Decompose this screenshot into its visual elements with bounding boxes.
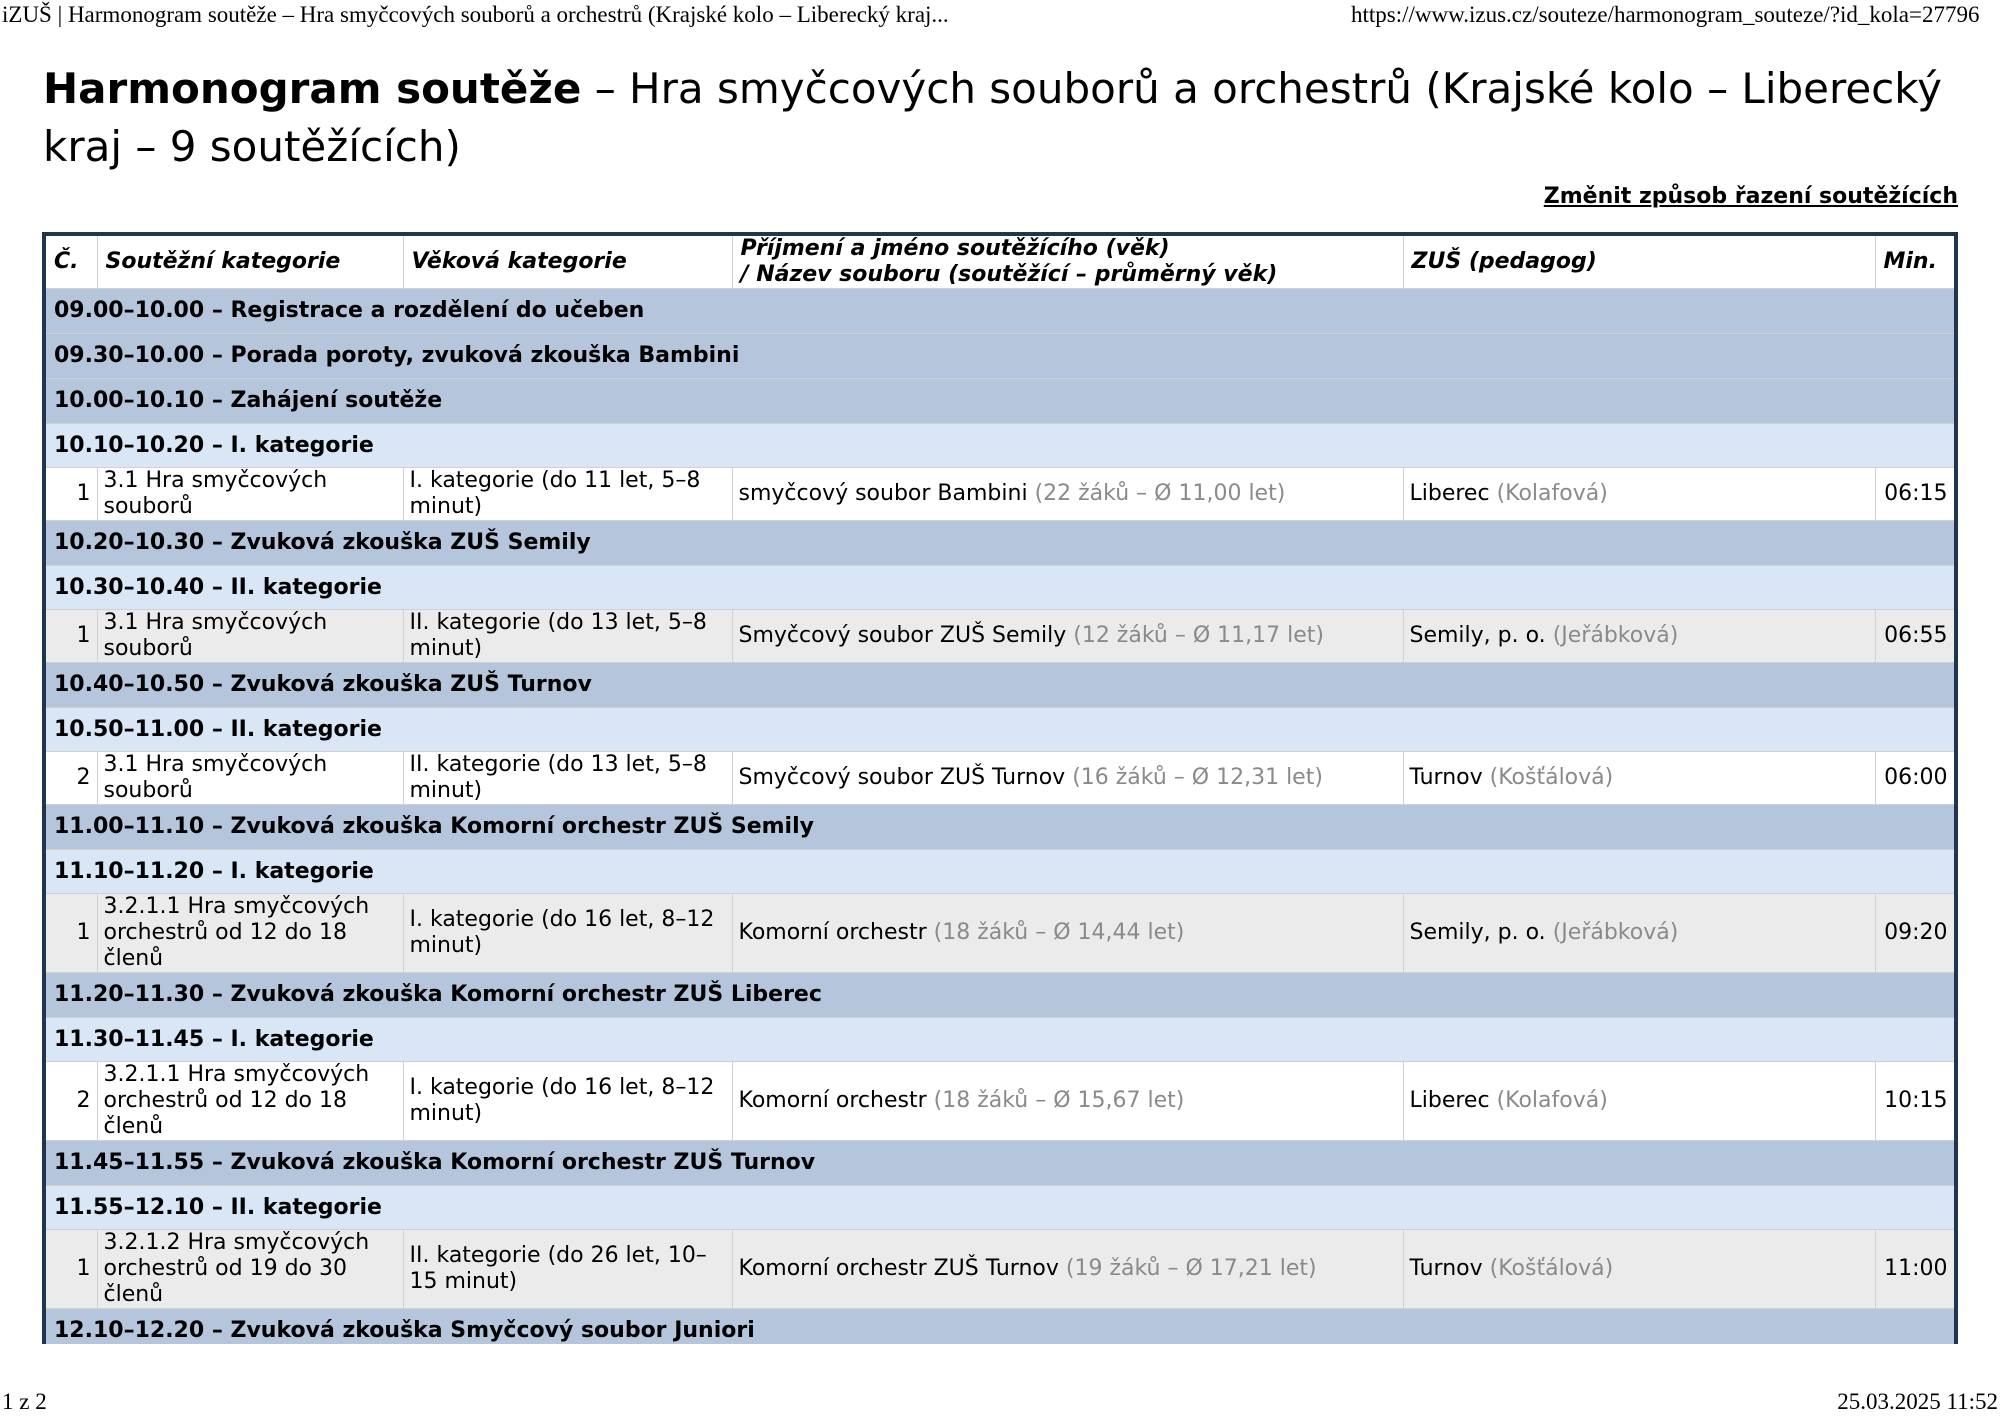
school-name: Turnov bbox=[1409, 765, 1483, 790]
ensemble-name: Smyčcový soubor ZUŠ Semily bbox=[738, 623, 1067, 648]
col-header-school: ZUŠ (pedagog) bbox=[1403, 236, 1875, 289]
block-label: 11.55–12.10 – II. kategorie bbox=[46, 1186, 1954, 1230]
cell-min: 06:15 bbox=[1875, 468, 1954, 521]
block-label: 11.45–11.55 – Zvuková zkouška Komorní orchestr ZUŠ Turnov bbox=[46, 1141, 1954, 1186]
cell-name bbox=[732, 1230, 1403, 1309]
cell-min: 06:00 bbox=[1875, 752, 1954, 805]
ensemble-detail: (12 žáků – Ø 11,17 let) bbox=[1073, 623, 1324, 648]
schedule-block-row bbox=[46, 708, 1954, 752]
block-label: 11.10–11.20 – I. kategorie bbox=[46, 850, 1954, 894]
schedule-block-row bbox=[46, 334, 1954, 379]
col-header-age: Věková kategorie bbox=[403, 236, 732, 289]
cell-school bbox=[1403, 610, 1875, 663]
cell-category: 3.2.1.1 Hra smyčcových orchestrů od 12 do 18 členů bbox=[97, 894, 403, 973]
print-header-title: iZUŠ | Harmonogram soutěže – Hra smyčcových souborů a orchestrů (Krajské kolo – Liberecký kraj... bbox=[2, 2, 949, 27]
schedule-table-wrapper bbox=[42, 232, 1958, 1344]
schedule-block-row bbox=[46, 663, 1954, 708]
table-row bbox=[46, 1062, 1954, 1141]
school-name: Liberec bbox=[1409, 481, 1490, 506]
cell-school bbox=[1403, 894, 1875, 973]
table-row bbox=[46, 1230, 1954, 1309]
schedule-block-row bbox=[46, 1186, 1954, 1230]
cell-num: 1 bbox=[46, 468, 97, 521]
block-label: 10.50–11.00 – II. kategorie bbox=[46, 708, 1954, 752]
cell-age: I. kategorie (do 16 let, 8–12 minut) bbox=[403, 894, 732, 973]
schedule-block-row bbox=[46, 289, 1954, 334]
cell-category: 3.2.1.2 Hra smyčcových orchestrů od 19 do 30 členů bbox=[97, 1230, 403, 1309]
school-name: Turnov bbox=[1409, 1256, 1483, 1281]
block-label: 11.30–11.45 – I. kategorie bbox=[46, 1018, 1954, 1062]
col-header-name bbox=[732, 236, 1403, 289]
schedule-block-row bbox=[46, 973, 1954, 1018]
cell-min: 06:55 bbox=[1875, 610, 1954, 663]
cell-category: 3.1 Hra smyčcových souborů bbox=[97, 610, 403, 663]
block-label: 10.30–10.40 – II. kategorie bbox=[46, 566, 1954, 610]
teacher-name: (Kolafová) bbox=[1496, 481, 1608, 506]
cell-name bbox=[732, 752, 1403, 805]
cell-min: 11:00 bbox=[1875, 1230, 1954, 1309]
cell-min: 09:20 bbox=[1875, 894, 1954, 973]
cell-school bbox=[1403, 752, 1875, 805]
cell-age: II. kategorie (do 26 let, 10–15 minut) bbox=[403, 1230, 732, 1309]
teacher-name: (Jeřábková) bbox=[1552, 920, 1679, 945]
schedule-block-row bbox=[46, 566, 1954, 610]
block-label: 10.20–10.30 – Zvuková zkouška ZUŠ Semily bbox=[46, 521, 1954, 566]
schedule-block-row bbox=[46, 1141, 1954, 1186]
cell-name bbox=[732, 894, 1403, 973]
block-label: 11.20–11.30 – Zvuková zkouška Komorní orchestr ZUŠ Liberec bbox=[46, 973, 1954, 1018]
block-label: 09.30–10.00 – Porada poroty, zvuková zkouška Bambini bbox=[46, 334, 1954, 379]
cell-num: 1 bbox=[46, 610, 97, 663]
print-header-url: https://www.izus.cz/souteze/harmonogram_souteze/?id_kola=27796 bbox=[1351, 2, 1980, 27]
cell-age: II. kategorie (do 13 let, 5–8 minut) bbox=[403, 610, 732, 663]
print-header bbox=[0, 0, 2000, 34]
school-name: Semily, p. o. bbox=[1409, 623, 1546, 648]
change-sort-link[interactable]: Změnit způsob řazení soutěžících bbox=[1543, 184, 1958, 209]
cell-num: 1 bbox=[46, 894, 97, 973]
ensemble-detail: (18 žáků – Ø 14,44 let) bbox=[933, 920, 1185, 945]
col-header-name-line1: Příjmení a jméno soutěžícího (věk) bbox=[740, 236, 1170, 261]
schedule-block-row bbox=[46, 521, 1954, 566]
page-title bbox=[43, 60, 1973, 176]
print-footer bbox=[0, 1388, 2000, 1416]
schedule-block-row bbox=[46, 850, 1954, 894]
col-header-category: Soutěžní kategorie bbox=[97, 236, 403, 289]
cell-school bbox=[1403, 468, 1875, 521]
teacher-name: (Kolafová) bbox=[1496, 1088, 1608, 1113]
cell-category: 3.2.1.1 Hra smyčcových orchestrů od 12 do 18 členů bbox=[97, 1062, 403, 1141]
ensemble-name: Komorní orchestr ZUŠ Turnov bbox=[738, 1256, 1059, 1281]
block-label: 11.00–11.10 – Zvuková zkouška Komorní orchestr ZUŠ Semily bbox=[46, 805, 1954, 850]
cell-category: 3.1 Hra smyčcových souborů bbox=[97, 752, 403, 805]
cell-name bbox=[732, 468, 1403, 521]
cell-age: I. kategorie (do 11 let, 5–8 minut) bbox=[403, 468, 732, 521]
block-label: 10.00–10.10 – Zahájení soutěže bbox=[46, 379, 1954, 424]
cell-school bbox=[1403, 1230, 1875, 1309]
schedule-table bbox=[46, 236, 1955, 1344]
col-header-name-line2: / Název souboru (soutěžící – průměrný věk) bbox=[740, 262, 1278, 287]
block-label: 09.00–10.00 – Registrace a rozdělení do učeben bbox=[46, 289, 1954, 334]
ensemble-name: Komorní orchestr bbox=[738, 1088, 927, 1113]
table-row bbox=[46, 468, 1954, 521]
cell-name bbox=[732, 1062, 1403, 1141]
table-row bbox=[46, 610, 1954, 663]
teacher-name: (Košťálová) bbox=[1489, 1256, 1614, 1281]
schedule-block-row bbox=[46, 1309, 1954, 1345]
block-label: 10.10–10.20 – I. kategorie bbox=[46, 424, 1954, 468]
page-title-subtitle: – Hra smyčcových souborů a orchestrů (Krajské kolo – Liberecký kraj – 9 soutěžících) bbox=[43, 64, 1942, 171]
cell-min: 10:15 bbox=[1875, 1062, 1954, 1141]
cell-num: 2 bbox=[46, 1062, 97, 1141]
teacher-name: (Košťálová) bbox=[1489, 765, 1614, 790]
ensemble-detail: (22 žáků – Ø 11,00 let) bbox=[1034, 481, 1286, 506]
table-row bbox=[46, 752, 1954, 805]
ensemble-name: Komorní orchestr bbox=[738, 920, 927, 945]
school-name: Semily, p. o. bbox=[1409, 920, 1546, 945]
page-title-main: Harmonogram soutěže bbox=[43, 64, 582, 113]
ensemble-detail: (16 žáků – Ø 12,31 let) bbox=[1072, 765, 1323, 790]
block-label: 10.40–10.50 – Zvuková zkouška ZUŠ Turnov bbox=[46, 663, 1954, 708]
cell-category: 3.1 Hra smyčcových souborů bbox=[97, 468, 403, 521]
print-datetime: 25.03.2025 11:52 bbox=[1837, 1389, 1998, 1414]
cell-name bbox=[732, 610, 1403, 663]
ensemble-name: smyčcový soubor Bambini bbox=[738, 481, 1028, 506]
col-header-min: Min. bbox=[1875, 236, 1954, 289]
table-header-row bbox=[46, 236, 1954, 289]
block-label: 12.10–12.20 – Zvuková zkouška Smyčcový soubor Juniori bbox=[46, 1309, 1954, 1345]
ensemble-detail: (19 žáků – Ø 17,21 let) bbox=[1065, 1256, 1317, 1281]
cell-age: I. kategorie (do 16 let, 8–12 minut) bbox=[403, 1062, 732, 1141]
schedule-block-row bbox=[46, 379, 1954, 424]
cell-num: 2 bbox=[46, 752, 97, 805]
schedule-body bbox=[46, 289, 1954, 1345]
cell-school bbox=[1403, 1062, 1875, 1141]
table-row bbox=[46, 894, 1954, 973]
teacher-name: (Jeřábková) bbox=[1552, 623, 1679, 648]
ensemble-detail: (18 žáků – Ø 15,67 let) bbox=[933, 1088, 1185, 1113]
schedule-block-row bbox=[46, 805, 1954, 850]
col-header-num: Č. bbox=[46, 236, 97, 289]
school-name: Liberec bbox=[1409, 1088, 1490, 1113]
page-number: 1 z 2 bbox=[2, 1389, 47, 1414]
schedule-block-row bbox=[46, 424, 1954, 468]
cell-num: 1 bbox=[46, 1230, 97, 1309]
ensemble-name: Smyčcový soubor ZUŠ Turnov bbox=[738, 765, 1066, 790]
cell-age: II. kategorie (do 13 let, 5–8 minut) bbox=[403, 752, 732, 805]
schedule-block-row bbox=[46, 1018, 1954, 1062]
